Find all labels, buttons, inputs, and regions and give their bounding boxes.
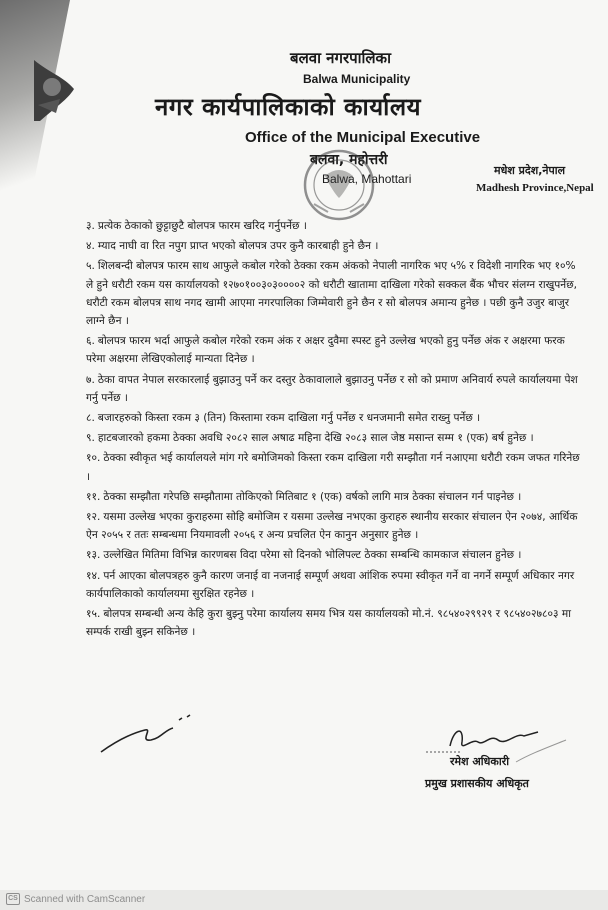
province-english: Madhesh Province,Nepal bbox=[476, 182, 594, 194]
handwritten-signature-right-icon bbox=[420, 718, 570, 778]
handwritten-signature-left-icon bbox=[95, 712, 205, 760]
list-item: १२. यसमा उल्लेख भएका कुराहरुमा सोहि बमोजिम र यसमा उल्लेख नभएका कुराहरु स्थानीय सरकार संचालन ऐन २०७४, आर्थिक ऐन २०५५ र ततः सम्बन्धमा नियमावली २०५६ र अन्य प्रचलित ऐन कानुन अनुसार हुनेछ । bbox=[86, 511, 578, 542]
list-item: १५. बोलपत्र सम्बन्धी अन्य केहि कुरा बुझ्नु परेमा कार्यालय समय भित्र यस कार्यालयको मो.नं. ९८५४०२९९२९ र ९८५४०२७८०३ मा सम्पर्क राखी बुझ्न सकिनेछ । bbox=[86, 608, 571, 639]
list-item: ६. बोलपत्र फारम भर्दा आफुले कबोल गरेको रकम अंक र अक्षर दुवैमा स्पस्ट हुने उल्लेख भएको हुनु पर्नेछ अंक र अक्षरमा फरक परेमा अक्षरमा लेखिएकोलाई मान्यता दिनेछ । bbox=[86, 335, 565, 366]
office-title-english: Office of the Municipal Executive bbox=[245, 129, 481, 146]
list-item: १४. पर्न आएका बोलपत्रहरु कुनै कारण जनाई वा नजनाई सम्पूर्ण अथवा आंशिक रुपमा स्वीकृत गर्ने वा नगर्ने सम्पूर्ण अधिकार नगर कार्यपालिकाको कार्यालयमा सुरक्षित रहनेछ । bbox=[86, 569, 575, 600]
list-item: ४. म्याद नाघी वा रित नपुग प्राप्त भएको बोलपत्र उपर कुनै कारबाही हुने छैन । bbox=[86, 240, 379, 253]
list-item: ५. शिलबन्दी बोलपत्र फारम साथ आफुले कबोल गरेको ठेक्का रकम अंकको नेपाली नागरिक भए ५% र विदेशी नागरिक भए १०% ले हुने धरौटी रकम यस कार्यालयको १२७०१००३०३००००२ को धरौटी खातामा दाखिला गरेको सक्कल बैंक भौचर संलग्न राखुपर्नेछ, धरौटी रकम बोलपत्र साथ नगद खामी आएमा नगरपालिका जिम्मेवारी हुने छैन र सो बोलपत्र अमान्य हुनेछ । पछी कुनै उजुर बाजुर लाग्ने छैन । bbox=[86, 260, 577, 328]
office-seal-stamp-icon bbox=[300, 146, 378, 224]
watermark-text: Scanned with CamScanner bbox=[24, 893, 146, 905]
municipality-name-english: Balwa Municipality bbox=[303, 72, 411, 86]
signatory-title: प्रमुख प्रशासकीय अधिकृत bbox=[425, 777, 529, 790]
list-item: ७. ठेका वापत नेपाल सरकारलाई बुझाउनु पर्ने कर दस्तुर ठेकावालाले बुझाउनु पर्नेछ र सो को प्रमाण अनिवार्य रुपले कार्यालयमा पेश गर्नु पर्नेछ । bbox=[86, 373, 578, 404]
nepal-emblem-icon bbox=[30, 55, 78, 125]
list-item: ११. ठेक्का सम्झौता गरेपछि सम्झौतामा तोकिएको मितिबाट १ (एक) वर्षको लागि मात्र ठेक्का संचालन गर्न पाइनेछ । bbox=[86, 490, 522, 503]
list-item: १०. ठेक्का स्वीकृत भई कार्यालयले मांग गरे बमोजिमको किस्ता रकम दाखिला गरी सम्झौता गर्न नआएमा धरौटी रकम जफत गरिनेछ । bbox=[86, 452, 580, 483]
list-item: ३. प्रत्येक ठेकाको छुट्टाछुटै बोलपत्र फारम खरिद गर्नुपर्नेछ । bbox=[86, 220, 307, 232]
list-item: ९. हाटबजारको हकमा ठेक्का अवधि २०८२ साल अषाढ महिना देखि २०८३ साल जेष्ठ मसान्त सम्म १ (एक) बर्ष हुनेछ । bbox=[86, 432, 534, 445]
district-english: Balwa, Mahottari bbox=[322, 172, 412, 186]
district-nepali: बलवा, महोत्तरी bbox=[310, 152, 388, 168]
tender-conditions-list bbox=[86, 217, 586, 643]
office-title-nepali: नगर कार्यपालिकाको कार्यालय bbox=[155, 93, 422, 121]
signatory-name: रमेश अधिकारी bbox=[450, 755, 510, 768]
list-item: १३. उल्लेखित मितिमा विभिन्न कारणबस विदा परेमा सो दिनको भोलिपल्ट ठेक्का सम्बन्धि कामकाज संचालन हुनेछ । bbox=[86, 549, 522, 562]
camscanner-watermark bbox=[6, 891, 145, 907]
camscanner-logo-icon: CS bbox=[6, 893, 20, 905]
province-nepali: मधेश प्रदेश,नेपाल bbox=[494, 164, 566, 177]
municipality-name-nepali: बलवा नगरपालिका bbox=[290, 49, 391, 67]
list-item: ८. बजारहरुको किस्ता रकम ३ (तिन) किस्तामा रकम दाखिला गर्नु पर्नेछ र धनजमानी समेत राख्नु पर्नेछ । bbox=[86, 412, 481, 425]
